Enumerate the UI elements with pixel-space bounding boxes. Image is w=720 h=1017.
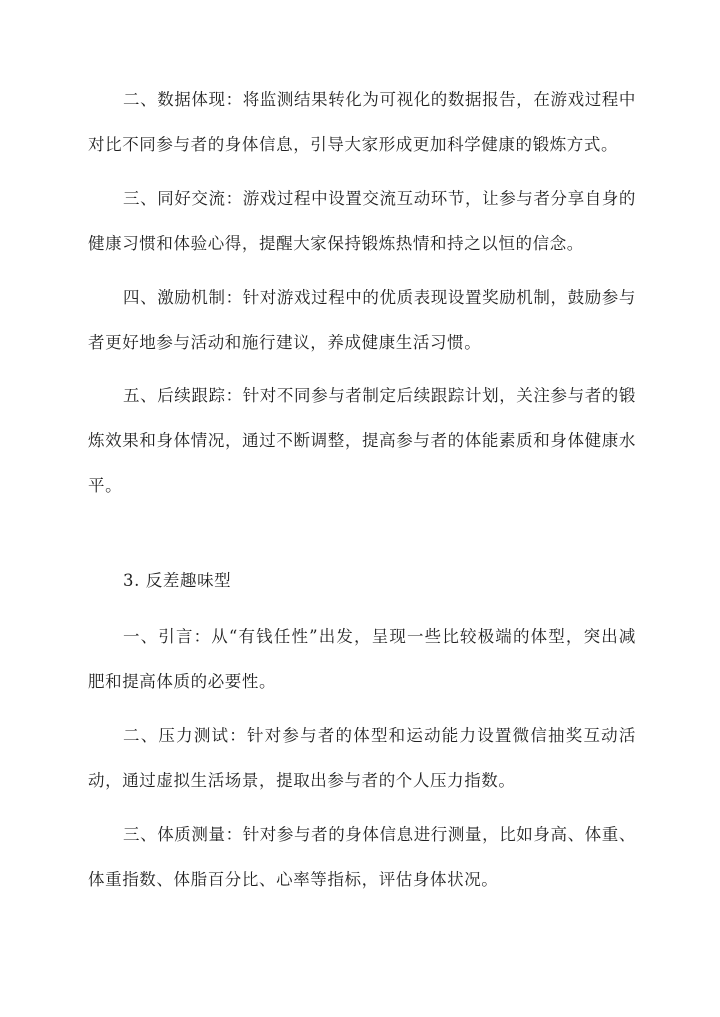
paragraph-peer-exchange: 三、同好交流：游戏过程中设置交流互动环节，让参与者分享自身的健康习惯和体验心得，提醒大家保持锻炼热情和持之以恒的信念。 bbox=[88, 189, 636, 253]
section-heading: 3. 反差趣味型 bbox=[123, 571, 232, 590]
paragraph-introduction: 一、引言：从“有钱任性”出发，呈现一些比较极端的体型，突出减肥和提高体质的必要性。 bbox=[88, 627, 636, 691]
paragraph-incentive-mechanism: 四、激励机制：针对游戏过程中的优质表现设置奖励机制，鼓励参与者更好地参与活动和施行建议，养成健康生活习惯。 bbox=[88, 288, 636, 352]
paragraph-data-presentation: 二、数据体现：将监测结果转化为可视化的数据报告，在游戏过程中对比不同参与者的身体信息，引导大家形成更加科学健康的锻炼方式。 bbox=[88, 90, 636, 154]
paragraph-follow-up-tracking: 五、后续跟踪：针对不同参与者制定后续跟踪计划，关注参与者的锻炼效果和身体情况，通过不断调整，提高参与者的体能素质和身体健康水平。 bbox=[88, 386, 636, 495]
paragraph-pressure-test: 二、压力测试：针对参与者的体型和运动能力设置微信抽奖互动活动，通过虚拟生活场景，提取出参与者的个人压力指数。 bbox=[88, 726, 636, 790]
paragraph-physical-measurement: 三、体质测量：针对参与者的身体信息进行测量，比如身高、体重、体重指数、体脂百分比、心率等指标，评估身体状况。 bbox=[88, 825, 636, 889]
